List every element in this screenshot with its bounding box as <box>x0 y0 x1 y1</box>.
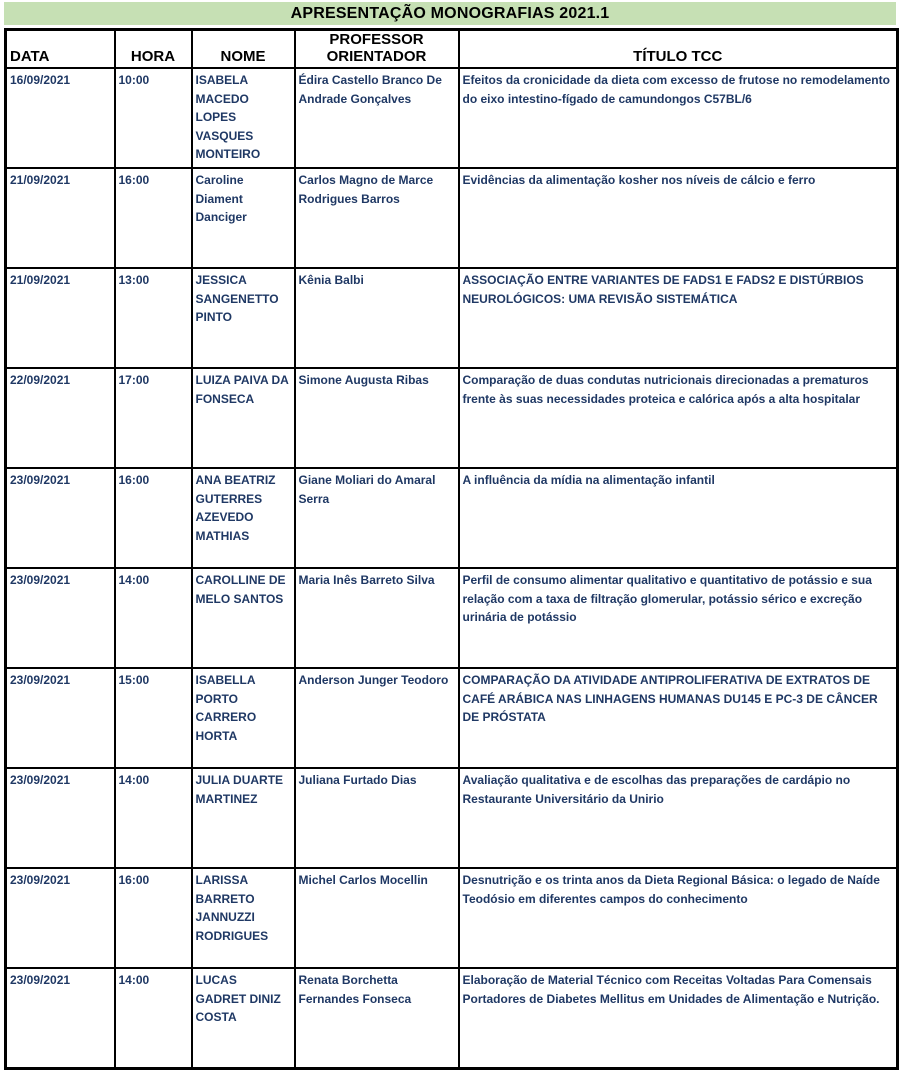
cell-date: 23/09/2021 <box>6 568 115 668</box>
cell-advisor: Renata Borchetta Fernandes Fonseca <box>295 968 459 1068</box>
cell-time: 17:00 <box>115 368 192 468</box>
table-row <box>6 768 898 868</box>
cell-advisor: Anderson Junger Teodoro <box>295 668 459 768</box>
cell-time: 13:00 <box>115 268 192 368</box>
cell-advisor: Kênia Balbi <box>295 268 459 368</box>
cell-date: 16/09/2021 <box>6 68 115 168</box>
cell-advisor: Michel Carlos Mocellin <box>295 868 459 968</box>
table-row <box>6 368 898 468</box>
cell-time: 14:00 <box>115 968 192 1068</box>
column-header-nome: NOME <box>192 30 295 69</box>
cell-title: ASSOCIAÇÃO ENTRE VARIANTES DE FADS1 E FADS2 E DISTÚRBIOS NEUROLÓGICOS: UMA REVISÃO SISTEMÁTICA <box>459 268 898 368</box>
cell-name: ISABELA MACEDO LOPES VASQUES MONTEIRO <box>192 68 295 168</box>
cell-title: Desnutrição e os trinta anos da Dieta Regional Básica: o legado de Naíde Teodósio em diferentes campos do conhecimento <box>459 868 898 968</box>
table-row <box>6 468 898 568</box>
cell-date: 22/09/2021 <box>6 368 115 468</box>
column-header-data: DATA <box>6 30 115 69</box>
table-row <box>6 68 898 168</box>
column-header-titulo-tcc: TÍTULO TCC <box>459 30 898 69</box>
cell-title: A influência da mídia na alimentação infantil <box>459 468 898 568</box>
cell-name: LARISSA BARRETO JANNUZZI RODRIGUES <box>192 868 295 968</box>
cell-title: Avaliação qualitativa e de escolhas das preparações de cardápio no Restaurante Universitário da Unirio <box>459 768 898 868</box>
cell-time: 16:00 <box>115 868 192 968</box>
cell-name: CAROLLINE DE MELO SANTOS <box>192 568 295 668</box>
cell-date: 23/09/2021 <box>6 668 115 768</box>
cell-advisor: Édira Castello Branco De Andrade Gonçalves <box>295 68 459 168</box>
cell-time: 16:00 <box>115 168 192 268</box>
column-header-professor-orientador: PROFESSOR ORIENTADOR <box>295 30 459 69</box>
table-row <box>6 668 898 768</box>
cell-title: Efeitos da cronicidade da dieta com excesso de frutose no remodelamento do eixo intestino-fígado de camundongos C57BL/6 <box>459 68 898 168</box>
cell-title: Elaboração de Material Técnico com Receitas Voltadas Para Comensais Portadores de Diabetes Mellitus em Unidades de Alimentação e Nutrição. <box>459 968 898 1068</box>
cell-name: Caroline Diament Danciger <box>192 168 295 268</box>
page-title: APRESENTAÇÃO MONOGRAFIAS 2021.1 <box>4 2 896 25</box>
cell-time: 10:00 <box>115 68 192 168</box>
cell-advisor: Simone Augusta Ribas <box>295 368 459 468</box>
cell-time: 14:00 <box>115 768 192 868</box>
cell-name: JULIA DUARTE MARTINEZ <box>192 768 295 868</box>
cell-advisor: Giane Moliari do Amaral Serra <box>295 468 459 568</box>
cell-name: ANA BEATRIZ GUTERRES AZEVEDO MATHIAS <box>192 468 295 568</box>
cell-advisor: Maria Inês Barreto Silva <box>295 568 459 668</box>
column-header-hora: HORA <box>115 30 192 69</box>
cell-date: 23/09/2021 <box>6 468 115 568</box>
cell-title: Evidências da alimentação kosher nos níveis de cálcio e ferro <box>459 168 898 268</box>
cell-title: Comparação de duas condutas nutricionais direcionadas a prematuros frente às suas necessidades proteica e calórica após a alta hospitalar <box>459 368 898 468</box>
cell-date: 23/09/2021 <box>6 768 115 868</box>
table-header-row <box>6 30 898 69</box>
cell-date: 23/09/2021 <box>6 968 115 1068</box>
cell-date: 23/09/2021 <box>6 868 115 968</box>
table-row <box>6 268 898 368</box>
cell-date: 21/09/2021 <box>6 168 115 268</box>
cell-title: Perfil de consumo alimentar qualitativo e quantitativo de potássio e sua relação com a taxa de filtração glomerular, potássio sérico e excreção urinária de potássio <box>459 568 898 668</box>
cell-time: 14:00 <box>115 568 192 668</box>
cell-name: LUCAS GADRET DINIZ COSTA <box>192 968 295 1068</box>
table-row <box>6 168 898 268</box>
cell-name: LUIZA PAIVA DA FONSECA <box>192 368 295 468</box>
cell-title: COMPARAÇÃO DA ATIVIDADE ANTIPROLIFERATIVA DE EXTRATOS DE CAFÉ ARÁBICA NAS LINHAGENS HUMANAS DU145 E PC-3 DE CÂNCER DE PRÓSTATA <box>459 668 898 768</box>
cell-name: ISABELLA PORTO CARRERO HORTA <box>192 668 295 768</box>
presentation-schedule-table <box>4 28 899 1070</box>
cell-name: JESSICA SANGENETTO PINTO <box>192 268 295 368</box>
cell-date: 21/09/2021 <box>6 268 115 368</box>
cell-advisor: Juliana Furtado Dias <box>295 768 459 868</box>
cell-time: 16:00 <box>115 468 192 568</box>
cell-advisor: Carlos Magno de Marce Rodrigues Barros <box>295 168 459 268</box>
table-row <box>6 868 898 968</box>
cell-time: 15:00 <box>115 668 192 768</box>
table-row <box>6 568 898 668</box>
table-row <box>6 968 898 1068</box>
